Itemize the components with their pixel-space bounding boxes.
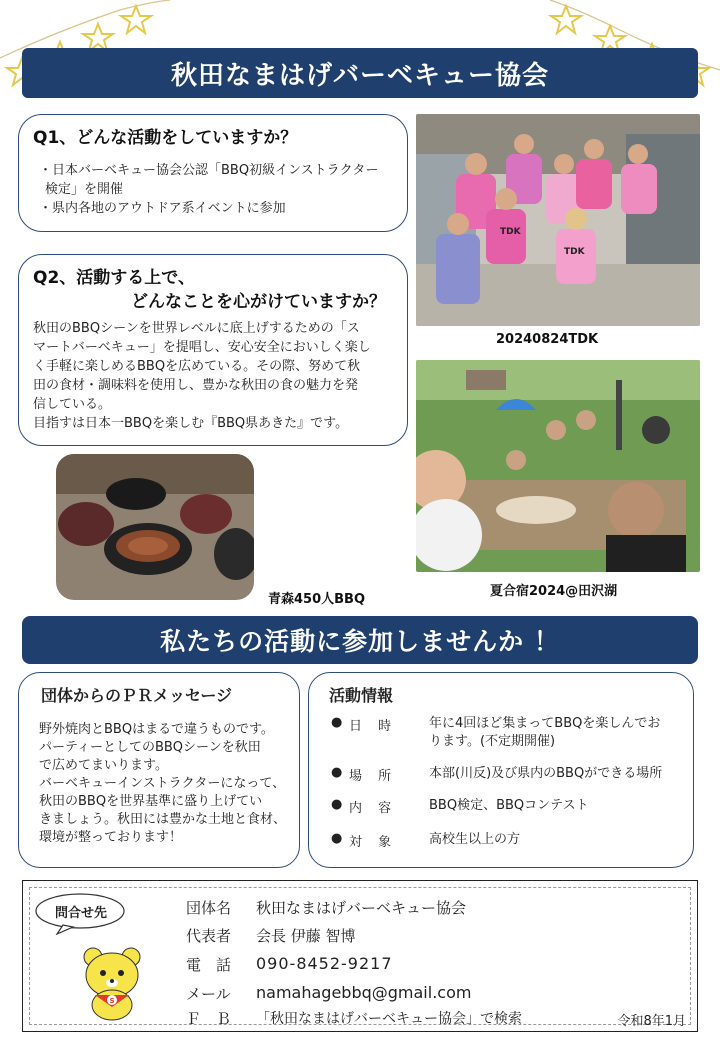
contact-key: 団体名 xyxy=(186,899,232,917)
activity-label: 場 所 xyxy=(349,769,398,784)
q2-title-line1: Q2、活動する上で、 xyxy=(33,268,195,288)
pr-body-line: バーベキューインストラクターになって、 xyxy=(39,776,286,791)
q1-item: 検定」を開催 xyxy=(45,182,124,197)
shirt-label: TDK xyxy=(564,247,585,257)
q2-body xyxy=(33,319,399,433)
contact-value: 会長 伊藤 智博 xyxy=(256,927,356,945)
contact-row-org xyxy=(186,897,466,918)
q2-title-line2: どんなことを心がけていますか？ xyxy=(131,292,386,312)
page-title: 秋田なまはげバーベキュー協会 xyxy=(22,48,698,98)
q1-title: Q1、どんな活動をしていますか？ xyxy=(33,128,298,148)
contact-value: 090-8452-9217 xyxy=(256,954,393,973)
contact-row-phone xyxy=(186,954,393,975)
issue-date: 令和8年1月 xyxy=(617,1014,686,1029)
bear-mascot-icon xyxy=(77,945,147,1021)
email-link[interactable]: namahagebbq@gmail.com xyxy=(256,983,472,1002)
activity-value: 年に4回ほど集まってBBQを楽しんでお ります。(不定期開催) xyxy=(429,716,661,749)
grill-photo-caption: 青森450人BBQ xyxy=(268,592,366,607)
q1-item: ・日本バーベキュー協会公認「BBQ初級インストラクター xyxy=(39,163,379,178)
activity-title: 活動情報 xyxy=(329,686,394,705)
join-banner: 私たちの活動に参加しませんか ！ xyxy=(22,616,698,664)
activity-value: BBQ検定、BBQコンテスト xyxy=(429,798,589,813)
q2-body-line: マートバーベキュー」を提唱し、安心安全においしく楽し xyxy=(33,340,371,355)
contact-key: Ｆ Ｂ xyxy=(186,1010,232,1028)
q2-body-line: 田の食材・調味料を使用し、豊かな秋田の食の魅力を発 xyxy=(33,378,359,393)
activity-label: 内 容 xyxy=(349,801,398,816)
contact-value: 「秋田なまはげバーベキュー協会」で検索 xyxy=(256,1011,522,1027)
contact-key: 代表者 xyxy=(186,927,232,945)
q2-body-line: 秋田のBBQシーンを世界レベルに底上げするための「ス xyxy=(33,321,360,336)
bullet-icon: ● xyxy=(331,765,343,780)
pr-body-line: きましょう。秋田には豊かな土地と食材、 xyxy=(39,812,287,827)
q1-item: ・県内各地のアウトドア系イベントに参加 xyxy=(39,201,286,216)
bullet-icon: ● xyxy=(331,715,343,730)
pr-body-line: 環境が整っております！ xyxy=(39,830,183,845)
contact-key: メール xyxy=(186,985,231,1003)
pr-body-line: で広めてまいります。 xyxy=(39,758,168,773)
pr-body xyxy=(39,721,293,847)
activity-info-box xyxy=(308,672,694,868)
contact-row-fb xyxy=(186,1008,522,1029)
contact-value: 秋田なまはげバーベキュー協会 xyxy=(256,899,467,917)
pr-body-line: パーティーとしてのBBQシーンを秋田 xyxy=(39,740,261,755)
tdk-group-photo xyxy=(416,114,700,326)
contact-key: 電 話 xyxy=(186,956,232,974)
q2-box xyxy=(18,254,408,446)
pr-body-line: 野外焼肉とBBQはまるで違うものです。 xyxy=(39,722,274,737)
q1-list xyxy=(39,161,378,218)
q1-box xyxy=(18,114,408,232)
q2-body-line: 信している。 xyxy=(33,397,112,412)
mascot-badge: S xyxy=(109,997,115,1005)
activity-row-content xyxy=(331,797,681,816)
shirt-label: TDK xyxy=(500,227,521,237)
activity-row-datetime xyxy=(331,715,681,751)
lake-photo-caption: 夏合宿2024@田沢湖 xyxy=(490,584,618,599)
activity-value: 高校生以上の方 xyxy=(429,832,521,847)
activity-row-target xyxy=(331,831,681,850)
activity-label: 日 時 xyxy=(349,719,398,734)
grill-photo xyxy=(56,454,254,600)
contact-bubble-label: 問合せ先 xyxy=(55,906,108,921)
contact-row-rep xyxy=(186,925,356,946)
activity-label: 対 象 xyxy=(349,835,398,850)
contact-row-email xyxy=(186,983,471,1004)
q2-body-line: く手軽に楽しめるBBQを広めている。その際、努めて秋 xyxy=(33,359,361,374)
activity-row-place xyxy=(331,765,681,784)
activity-value: 本部(川反)及び県内のBBQができる場所 xyxy=(429,766,663,781)
bullet-icon: ● xyxy=(331,831,343,846)
pr-title: 団体からのＰＲメッセージ xyxy=(41,686,233,705)
q2-body-line: 目指すは日本一BBQを楽しむ『BBQ県あきた』です。 xyxy=(33,416,349,431)
bullet-icon: ● xyxy=(331,797,343,812)
pr-message-box xyxy=(18,672,300,868)
lake-camp-photo xyxy=(416,360,700,572)
pr-body-line: 秋田のBBQを世界基準に盛り上げてい xyxy=(39,794,263,809)
tdk-photo-caption: 20240824TDK xyxy=(496,332,599,347)
